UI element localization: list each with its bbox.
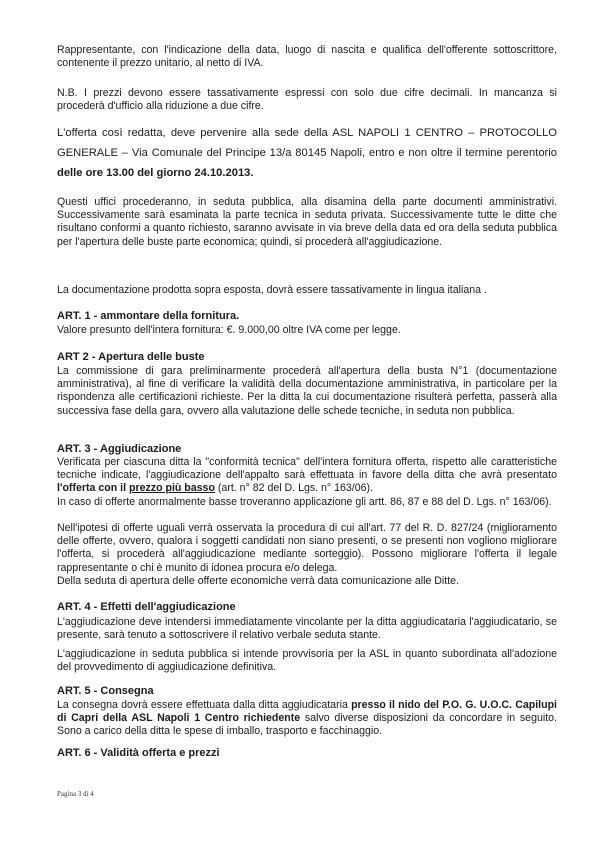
art5-text2: salvo diverse disposizioni da concordare in seguito. Sono a carico della ditta le spese di imballo, trasporto e facchinaggio. [57, 712, 557, 738]
art3-title: Aggiudicazione [100, 443, 182, 455]
art3-bold1: l'offerta con il [57, 482, 129, 495]
art3-text1: Verificata per ciascuna ditta la "conformità tecnica" dell'intera fornitura offerta, rispetto alle caratteristiche tecniche indicate, l'aggiudicazione dell'appalto sarà effettuata in favore della ditta che avrà presentato [57, 456, 557, 482]
art1-heading [57, 310, 239, 322]
art5-text1: La consegna dovrà essere effettuata dalla ditta aggiudicataria [57, 699, 352, 711]
art1-title: ammontare della fornitura. [100, 310, 240, 322]
art4-text2: L'aggiudicazione in seduta pubblica si intende provvisoria per la ASL in quanto subordinata all'adozione del provvedimento di aggiudicazione definitiva. [57, 648, 557, 674]
paragraph-uffici: Questi uffici procederanno, in seduta pubblica, alla disamina della parte documenti amministrativi. Successivamente sarà esaminata la parte tecnica in seduta privata. Successivamente tutte le ditte che risultano conformi a quanto richiesto, saranno avvisate in via breve della data ed ora della seduta pubblica per l'apertura delle buste parte economica; quindi, si procederà all'aggiudicazione. [57, 196, 557, 248]
paragraph-rappresentante: Rappresentante, con l'indicazione della data, luogo di nascita e qualifica dell'offerente sottoscrittore, contenente il prezzo unitario, al netto di IVA. [57, 44, 557, 70]
art5-bold: presso il nido del P.O. G. U.O.C. Capilupi di Capri della ASL Napoli 1 Centro richiedente [57, 699, 557, 725]
paragraph-lingua: La documentazione prodotta sopra esposta, dovrà essere tassativamente in lingua italiana . [57, 284, 487, 296]
art3-number: ART. 3 - [57, 443, 100, 455]
art4-text1: L'aggiudicazione deve intendersi immediatamente vincolante per la ditta aggiudicataria l'aggiudicatario, se presente, sarà tenuto a sottoscrivere il relativo verbale seduta stante. [57, 616, 557, 642]
art2-title: Apertura delle buste [98, 351, 205, 363]
paragraph-offerta [57, 123, 557, 183]
art3-text2: (art. n° 82 del D. Lgs. n° 163/06). [214, 482, 373, 495]
art3-text3: In caso di offerte anormalmente basse troveranno applicazione gli artt. 86, 87 e 88 del D. Lgs. n° 163/06). [57, 496, 552, 508]
art6-heading [57, 747, 220, 759]
art5-paragraph [57, 699, 557, 739]
art3-text4: Nell'ipotesi di offerte uguali verrà osservata la procedura di cui all'art. 77 del R. D. 827/24 (miglioramento delle offerte, ovvero, qualora i soggetti candidati non siano presenti, o se presenti non vogliono migliorare l'offerta, si procederà all'aggiudicazione mediante sorteggio). Possono migliorare l'offerta il legale rappresentante o chi è munito di idonea procura e/o delega. [57, 522, 557, 574]
art5-heading [57, 685, 154, 697]
paragraph-nb: N.B. I prezzi devono essere tassativamente espressi con solo due cifre decimali. In mancanza si procederà d'ufficio alla riduzione a due cifre. [57, 87, 557, 113]
art4-heading [57, 601, 236, 613]
art6-number: ART. 6 - [57, 747, 101, 759]
art2-number: ART 2 - [57, 351, 99, 363]
offerta-text: L'offerta così redatta, deve pervenire alla sede della ASL NAPOLI 1 CENTRO – PROTOCOLLO GENERALE – Via Comunale del Principe 13/a 80145 Napoli, entro e non oltre il termine perentorio [57, 127, 557, 159]
offerta-deadline: delle ore 13.00 del giorno 24.10.2013. [57, 167, 254, 179]
art6-title: Validità offerta e prezzi [100, 747, 220, 759]
art4-number: ART. 4 - [57, 601, 101, 613]
art3-paragraph-1 [57, 456, 557, 496]
art1-text: Valore presunto dell'intera fornitura: €. 9.000,00 oltre IVA come per legge. [57, 324, 401, 336]
art5-title: Consegna [100, 685, 154, 697]
art5-number: ART. 5 - [57, 685, 101, 697]
art3-text5: Della seduta di apertura delle offerte economiche verrà data comunicazione alle Ditte. [57, 575, 460, 587]
art4-title: Effetti dell'aggiudicazione [100, 601, 236, 613]
art1-number: ART. 1 - [57, 310, 101, 322]
art2-text: La commissione di gara preliminarmente procederà all'apertura della busta N°1 (documentazione amministrativa), al fine di verificare la validità della documentazione amministrativa, in particolare per la rispondenza alle certificazioni richieste. Per la ditta la cui documentazione risulterà perfetta, passerà alla successiva fase della gara, ovvero alla valutazione delle schede tecniche, in seduta non pubblica. [57, 365, 557, 417]
art2-heading [57, 351, 205, 363]
art3-bold2: prezzo più basso [128, 482, 215, 495]
art3-heading [57, 443, 181, 455]
page-footer: Pagina 3 di 4 [57, 790, 94, 798]
